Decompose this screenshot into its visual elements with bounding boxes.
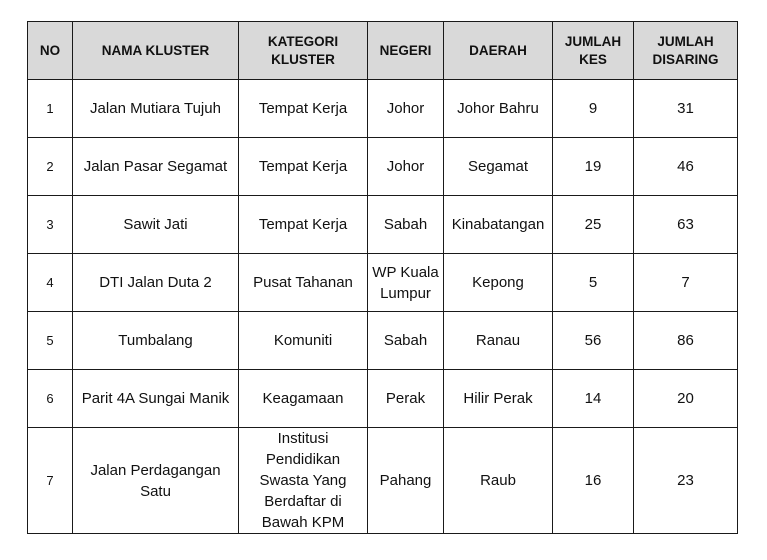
cell-no: 1	[28, 80, 73, 138]
cell-no: 7	[28, 428, 73, 534]
cell-kategori-kluster: Tempat Kerja	[239, 138, 368, 196]
table-row	[28, 370, 738, 428]
cell-jumlah-disaring: 63	[634, 196, 738, 254]
header-kategori-kluster: KATEGORI KLUSTER	[239, 22, 368, 80]
cell-nama-kluster: Jalan Perdagangan Satu	[73, 428, 239, 534]
table-body	[28, 80, 738, 534]
cell-nama-kluster: Sawit Jati	[73, 196, 239, 254]
cell-no: 6	[28, 370, 73, 428]
cell-negeri: Pahang	[368, 428, 444, 534]
cell-jumlah-kes: 14	[553, 370, 634, 428]
cell-kategori-kluster: Komuniti	[239, 312, 368, 370]
header-jumlah-disaring: JUMLAH DISARING	[634, 22, 738, 80]
cell-daerah: Hilir Perak	[444, 370, 553, 428]
cell-daerah: Raub	[444, 428, 553, 534]
header-negeri: NEGERI	[368, 22, 444, 80]
cell-jumlah-kes: 5	[553, 254, 634, 312]
cell-kategori-kluster: Keagamaan	[239, 370, 368, 428]
table-row	[28, 138, 738, 196]
header-row	[28, 22, 738, 80]
table-row	[28, 196, 738, 254]
cell-negeri: WP Kuala Lumpur	[368, 254, 444, 312]
cell-daerah: Ranau	[444, 312, 553, 370]
table-row	[28, 428, 738, 534]
cell-jumlah-disaring: 23	[634, 428, 738, 534]
header-nama-kluster: NAMA KLUSTER	[73, 22, 239, 80]
table-row	[28, 312, 738, 370]
cell-kategori-kluster: Tempat Kerja	[239, 196, 368, 254]
cell-negeri: Perak	[368, 370, 444, 428]
cell-nama-kluster: Jalan Mutiara Tujuh	[73, 80, 239, 138]
cell-nama-kluster: DTI Jalan Duta 2	[73, 254, 239, 312]
cell-nama-kluster: Jalan Pasar Segamat	[73, 138, 239, 196]
cell-negeri: Johor	[368, 138, 444, 196]
cell-negeri: Johor	[368, 80, 444, 138]
cell-jumlah-disaring: 31	[634, 80, 738, 138]
header-daerah: DAERAH	[444, 22, 553, 80]
cell-jumlah-disaring: 20	[634, 370, 738, 428]
cell-jumlah-kes: 9	[553, 80, 634, 138]
table-row	[28, 80, 738, 138]
cell-kategori-kluster: Institusi Pendidikan Swasta Yang Berdaftar di Bawah KPM	[239, 428, 368, 534]
cell-daerah: Johor Bahru	[444, 80, 553, 138]
cell-nama-kluster: Tumbalang	[73, 312, 239, 370]
cell-no: 3	[28, 196, 73, 254]
cell-jumlah-kes: 19	[553, 138, 634, 196]
cell-kategori-kluster: Tempat Kerja	[239, 80, 368, 138]
cell-jumlah-kes: 25	[553, 196, 634, 254]
cell-jumlah-disaring: 86	[634, 312, 738, 370]
header-jumlah-kes: JUMLAH KES	[553, 22, 634, 80]
cell-jumlah-kes: 16	[553, 428, 634, 534]
cell-jumlah-disaring: 46	[634, 138, 738, 196]
table-header	[28, 22, 738, 80]
header-no: NO	[28, 22, 73, 80]
cell-daerah: Kinabatangan	[444, 196, 553, 254]
cell-jumlah-kes: 56	[553, 312, 634, 370]
cell-no: 4	[28, 254, 73, 312]
cell-kategori-kluster: Pusat Tahanan	[239, 254, 368, 312]
cell-no: 2	[28, 138, 73, 196]
cell-negeri: Sabah	[368, 196, 444, 254]
cell-negeri: Sabah	[368, 312, 444, 370]
cell-jumlah-disaring: 7	[634, 254, 738, 312]
cluster-table	[27, 21, 738, 534]
cell-no: 5	[28, 312, 73, 370]
cell-daerah: Segamat	[444, 138, 553, 196]
cell-daerah: Kepong	[444, 254, 553, 312]
cell-nama-kluster: Parit 4A Sungai Manik	[73, 370, 239, 428]
table-row	[28, 254, 738, 312]
